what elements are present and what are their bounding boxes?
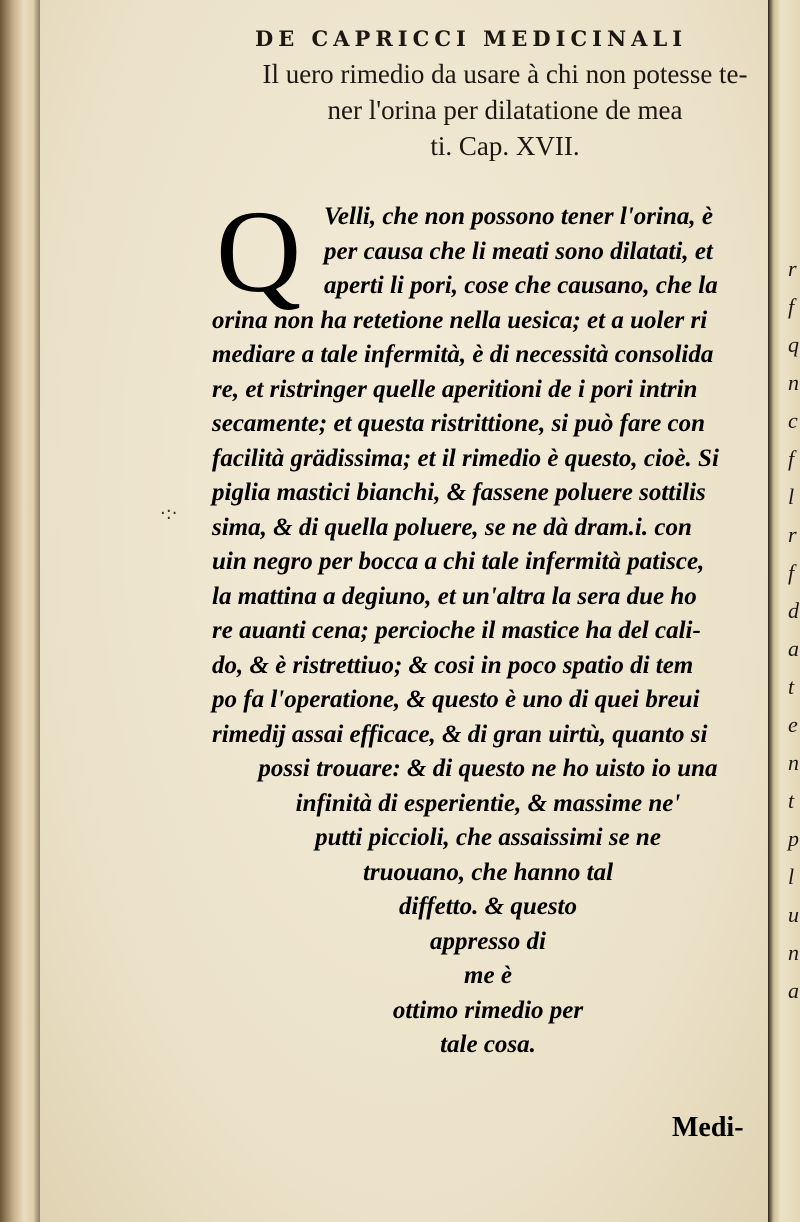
body-line: truouano, che hanno tal: [362, 858, 614, 886]
facing-page-letter: l: [788, 864, 795, 889]
body-line: sima, & di quella poluere, se ne dà dram.i. con: [212, 513, 692, 541]
facing-page-letter: p: [788, 826, 799, 851]
running-head: DE CAPRICCI MEDICINALI: [255, 26, 688, 51]
facing-page-letter: t: [788, 788, 795, 813]
body-line: do, & è ristrettiuo; & cosi in poco spatio di tem: [212, 651, 694, 679]
facing-page-letter: r: [788, 256, 797, 281]
facing-page-letter: r: [788, 522, 797, 547]
body-line: rimedij assai efficace, & di gran uirtù, quanto si: [212, 720, 708, 748]
chapter-title: [215, 56, 795, 164]
body-line: diffetto. & questo: [398, 893, 577, 920]
body-line: tale cosa.: [440, 1031, 536, 1058]
body-line: per causa che li meati sono dilatati, et: [324, 237, 713, 265]
body-line: mediare a tale infermità, è di necessità consolida: [212, 341, 714, 368]
body-line: re auanti cena; percioche il mastice ha del cali-: [212, 617, 701, 644]
body-line: Velli, che non possono tener l'orina, è: [324, 203, 713, 230]
drop-cap-initial: Q: [216, 186, 302, 317]
body-line: po fa l'operatione, & questo è uno di quei breui: [212, 686, 700, 713]
facing-page-letter: d: [788, 598, 799, 623]
facing-page-letter: n: [788, 750, 799, 775]
facing-page-letter: a: [788, 978, 799, 1003]
facing-page-letters: [788, 250, 800, 1010]
body-line: uin negro per bocca a chi tale infermità patisce,: [212, 548, 705, 575]
chapter-title-line: ti. Cap. XVII.: [430, 131, 580, 161]
body-line: putti piccioli, che assaissimi se ne: [315, 824, 661, 851]
facing-page-letter: t: [788, 674, 795, 699]
body-line: infinità di esperientie, & massime ne': [295, 789, 681, 817]
chapter-title-line: ner l'orina per dilatatione de mea: [327, 95, 683, 125]
margin-mark: ·:·: [160, 503, 178, 524]
facing-page-letter: f: [788, 560, 795, 585]
facing-page-letter: n: [788, 940, 799, 965]
catchword: Medi-: [672, 1112, 744, 1143]
book-gutter-left: [0, 0, 40, 1222]
facing-page-letter: q: [788, 332, 799, 357]
body-line: la mattina a degiuno, et un'altra la sera due ho: [212, 582, 697, 610]
facing-page-letter: e: [788, 712, 798, 737]
body-line: secamente; et questa ristrittione, si può fare con: [212, 410, 706, 437]
body-line: possi trouare: & di questo ne ho uisto io una: [258, 755, 718, 782]
body-line: appresso di: [430, 927, 546, 955]
chapter-body: [212, 186, 764, 1063]
facing-page-letter: f: [788, 294, 795, 319]
body-line: me è: [464, 962, 512, 989]
facing-page-letter: n: [788, 370, 799, 395]
body-line: re, et ristringer quelle aperitioni de i pori intrin: [212, 375, 698, 403]
facing-page-letter: c: [788, 408, 798, 433]
body-line: piglia mastici bianchi, & fassene poluere sottilis: [212, 479, 706, 506]
facing-page-letter: f: [788, 446, 795, 471]
facing-page-letter: l: [788, 484, 795, 509]
body-line: facilità grädissima; et il rimedio è questo, cioè. Si: [212, 444, 719, 472]
chapter-title-line: Il uero rimedio da usare à chi non potesse te-: [262, 59, 748, 89]
body-line: ottimo rimedio per: [392, 996, 584, 1024]
facing-page-letter: a: [788, 636, 799, 661]
body-line: orina non ha retetione nella uesica; et a uoler ri: [212, 306, 708, 334]
facing-page-letter: u: [788, 902, 799, 927]
body-line: aperti li pori, cose che causano, che la: [324, 272, 718, 299]
